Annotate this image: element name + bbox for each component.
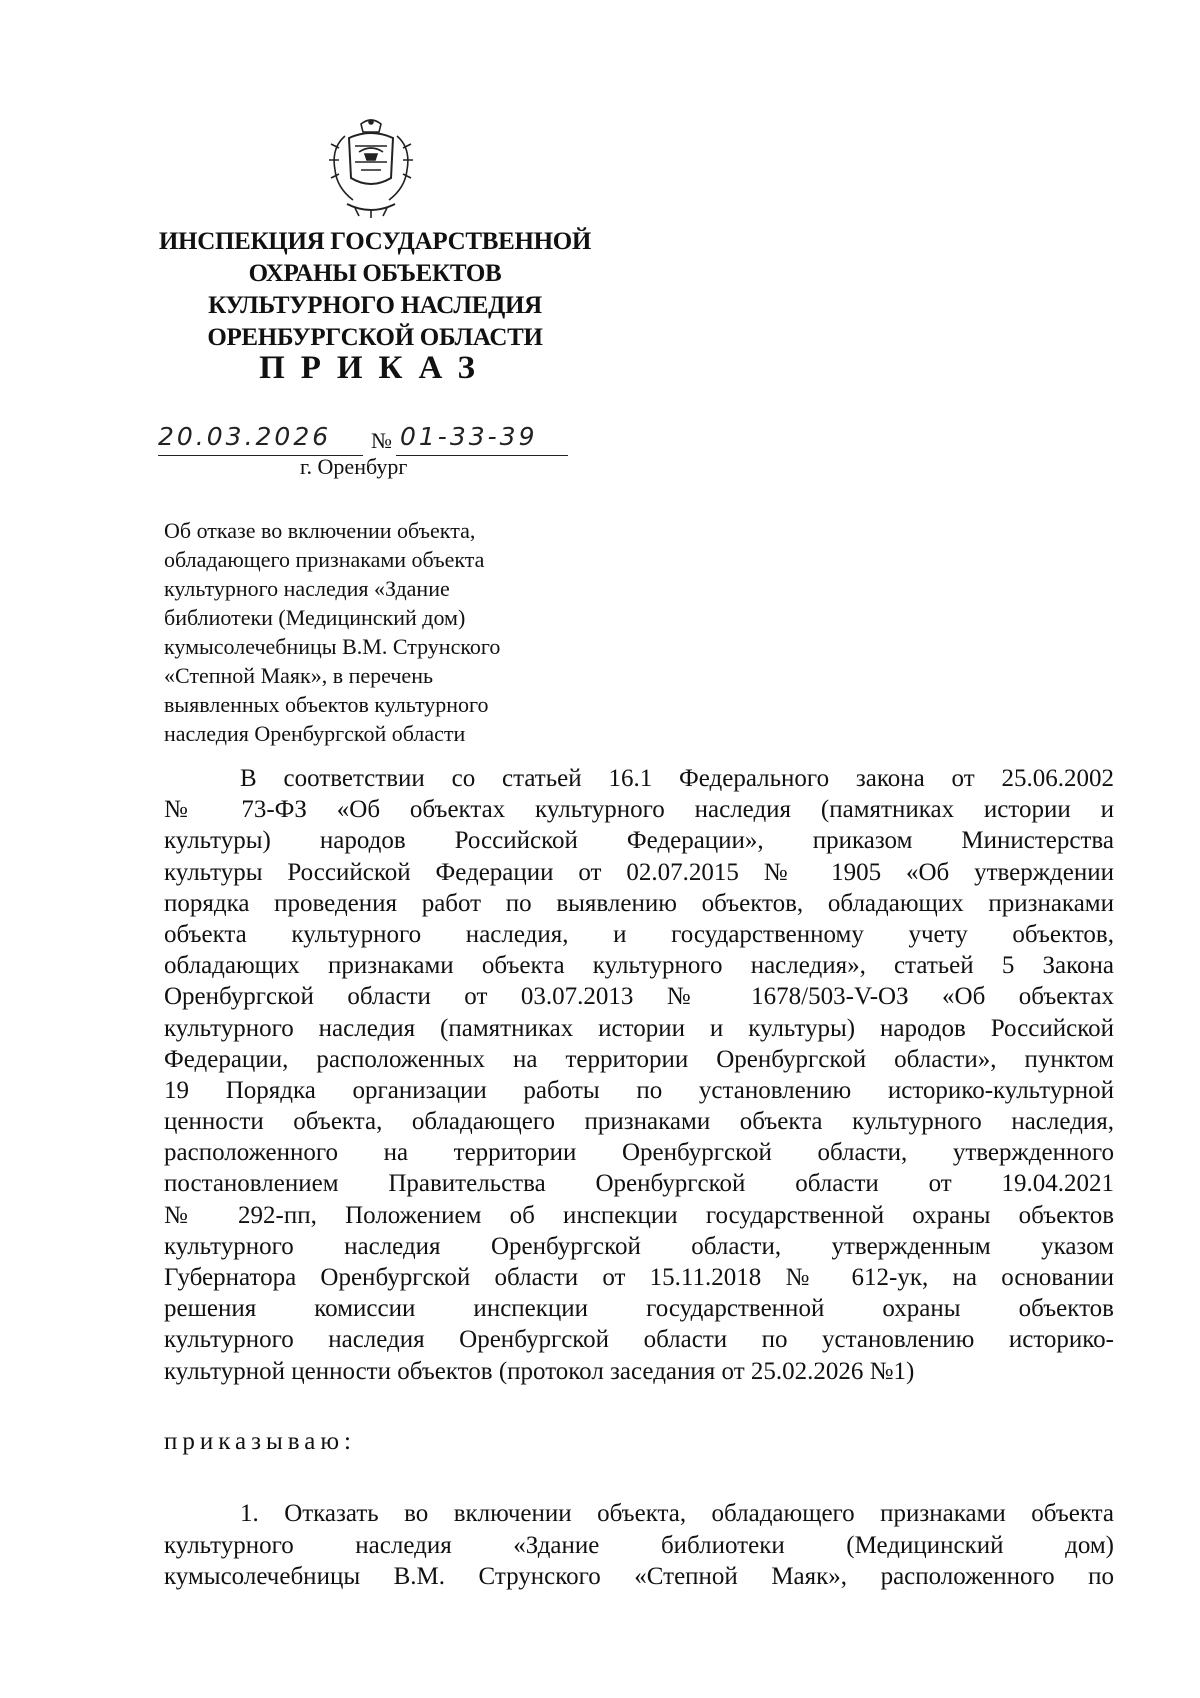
body-line: объекта культурного наследия, и государственному учету объектов, bbox=[164, 920, 1114, 948]
body-line: 19 Порядка организации работы по установлению историко-культурной bbox=[164, 1076, 1114, 1104]
subject-line: кумысолечебницы В.М. Струнского bbox=[164, 634, 501, 659]
preamble-paragraph bbox=[164, 763, 1114, 1387]
handwritten-date: 20.03.2026 bbox=[158, 422, 332, 451]
subject-line: обладающего признаками объекта bbox=[164, 547, 485, 572]
body-line: Федерации, расположенных на территории Оренбургской области», пунктом bbox=[164, 1045, 1114, 1073]
body-line: решения комиссии инспекции государственной охраны объектов bbox=[164, 1295, 1114, 1323]
body-line: Губернатора Оренбургской области от 15.11.2018 № 612-ук, на основании bbox=[164, 1264, 1114, 1291]
body-line: обладающих признаками объекта культурного наследия», статьей 5 Закона bbox=[164, 952, 1114, 980]
body-line: В соответствии со статьей 16.1 Федерального закона от 25.06.2002 bbox=[240, 765, 1114, 792]
subject-line: культурного наследия «Здание bbox=[164, 576, 450, 601]
agency-line: ИНСПЕКЦИЯ ГОСУДАРСТВЕННОЙ bbox=[158, 228, 592, 255]
subject-line: Об отказе во включении объекта, bbox=[164, 518, 476, 543]
document-type-title: ПРИКАЗ bbox=[259, 350, 491, 386]
subject-line: выявленных объектов культурного bbox=[164, 692, 489, 717]
subject-line: наследия Оренбургской области bbox=[164, 721, 466, 746]
orenburg-coat-of-arms-icon bbox=[325, 118, 417, 220]
body-line: культуры) народов Российской Федерации», приказом Министерства bbox=[164, 827, 1114, 855]
body-line: ценности объекта, обладающего признаками объекта культурного наследия, bbox=[164, 1108, 1114, 1136]
item-line: кумысолечебницы В.М. Струнского «Степной Маяк», расположенного по bbox=[164, 1563, 1114, 1590]
body-line: порядка проведения работ по выявлению объектов, обладающих признаками bbox=[164, 889, 1114, 917]
agency-line: КУЛЬТУРНОГО НАСЛЕДИЯ bbox=[208, 292, 542, 319]
item-line: культурного наследия «Здание библиотеки (Медицинский дом) bbox=[164, 1531, 1114, 1559]
body-line: постановлением Правительства Оренбургской области от 19.04.2021 bbox=[164, 1170, 1114, 1198]
body-line: расположенного на территории Оренбургской области, утвержденного bbox=[164, 1139, 1114, 1167]
handwritten-number: 01-33-39 bbox=[400, 422, 538, 451]
subject-line: «Степной Маяк», в перечень bbox=[164, 663, 433, 688]
body-line: культурного наследия Оренбургской области, утвержденным указом bbox=[164, 1232, 1114, 1260]
number-underline bbox=[396, 455, 568, 456]
order-word: приказываю: bbox=[164, 1428, 356, 1455]
subject-line: библиотеки (Медицинский дом) bbox=[164, 605, 466, 630]
order-subject bbox=[164, 516, 500, 748]
body-line: № 73-ФЗ «Об объектах культурного наследия (памятниках истории и bbox=[164, 796, 1114, 824]
body-line: культурного наследия (памятниках истории и культуры) народов Российской bbox=[164, 1014, 1114, 1042]
agency-name bbox=[150, 226, 600, 354]
body-line: культурной ценности объектов (протокол заседания от 25.02.2026 №1) bbox=[164, 1357, 915, 1385]
city-name: г. Оренбург bbox=[300, 454, 408, 479]
body-line: № 292-пп, Положением об инспекции государственной охраны объектов bbox=[164, 1201, 1114, 1229]
order-item-1 bbox=[164, 1498, 1114, 1593]
number-sign: № bbox=[371, 428, 392, 453]
body-line: культуры Российской Федерации от 02.07.2015 № 1905 «Об утверждении bbox=[164, 858, 1114, 886]
body-line: культурного наследия Оренбургской области по установлению историко- bbox=[164, 1326, 1114, 1354]
body-line: Оренбургской области от 03.07.2013 № 1678/503-V-ОЗ «Об объектах bbox=[164, 983, 1114, 1011]
item-line: 1. Отказать во включении объекта, обладающего признаками объекта bbox=[240, 1500, 1114, 1527]
agency-line: ОРЕНБУРГСКОЙ ОБЛАСТИ bbox=[207, 324, 543, 351]
agency-line: ОХРАНЫ ОБЪЕКТОВ bbox=[248, 260, 502, 287]
